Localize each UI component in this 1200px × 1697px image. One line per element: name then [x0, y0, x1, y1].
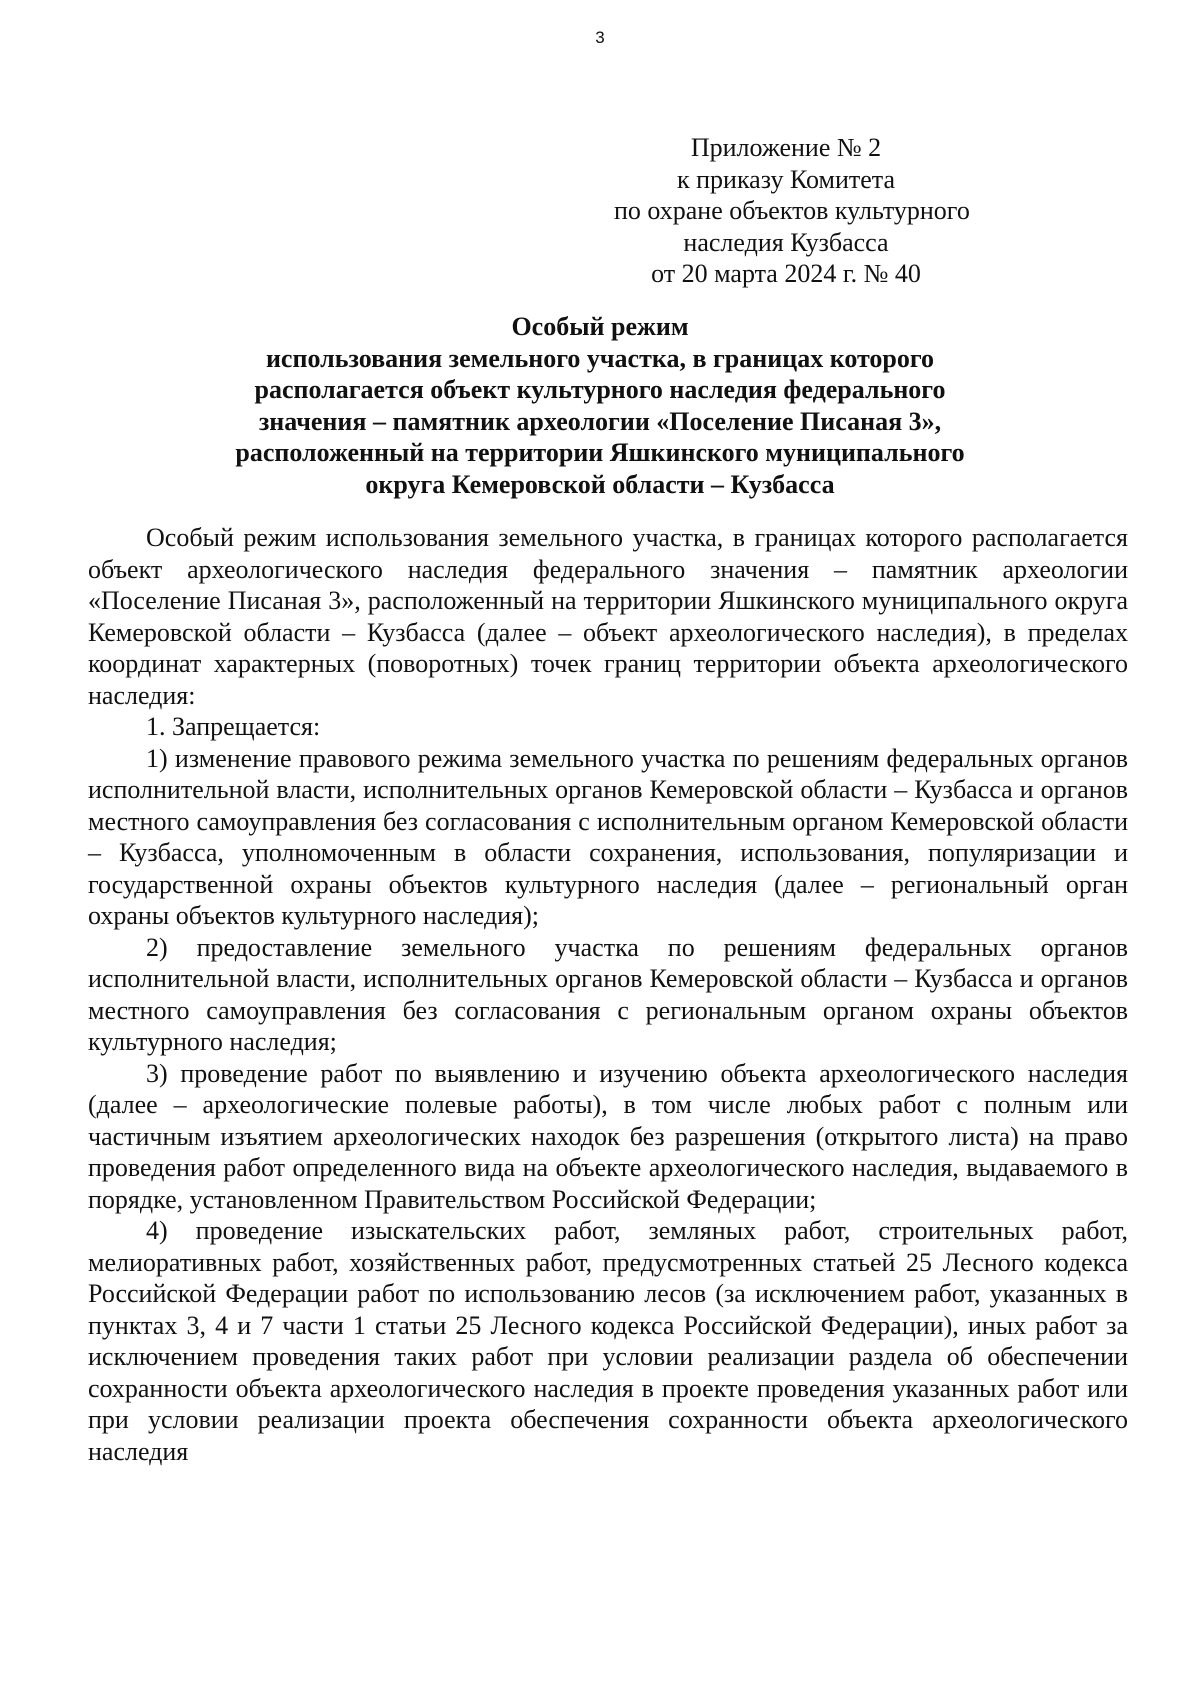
page-number: 3	[595, 28, 605, 47]
body-paragraph: 4) проведение изыскательских работ, земляных работ, строительных работ, мелиоративных работ, хозяйственных работ, предусмотренных статьей 25 Лесного кодекса Российской Федерации работ по использованию лесов (за исключением работ, указанных в пунктах 3, 4 и 7 части 1 статьи 25 Лесного кодекса Российской Федерации), иных работ за исключением проведения таких работ при условии реализации раздела об обеспечении сохранности объекта археологического наследия в проекте проведения указанных работ или при условии реализации проекта обеспечения сохранности объекта археологического наследия	[88, 1216, 1128, 1466]
appendix-line: по охране объектов культурного	[614, 196, 970, 226]
appendix-block	[614, 132, 970, 290]
document-body	[88, 522, 1128, 1467]
document-title	[80, 311, 1120, 501]
appendix-line: Приложение № 2	[690, 133, 882, 162]
appendix-line: к приказу Комитета	[676, 164, 895, 194]
appendix-line: наследия Кузбасса	[683, 227, 889, 257]
body-paragraph: 2) предоставление земельного участка по решениям федеральных органов исполнительной власти, исполнительных органов Кемеровской области – Кузбасса и органов местного самоуправления без согласования с региональным органом охраны объектов культурного наследия;	[88, 932, 1128, 1056]
title-line: Особый режим	[511, 312, 689, 341]
title-line: округа Кемеровской области – Кузбасса	[365, 469, 835, 499]
title-line: расположенный на территории Яшкинского муниципального	[235, 438, 965, 468]
appendix-line: от 20 марта 2024 г. № 40	[651, 259, 921, 289]
body-paragraph: Особый режим использования земельного участка, в границах которого располагается объект археологического наследия федерального значения – памятник археологии «Поселение Писаная 3», расположенный на территории Яшкинского муниципального округа Кемеровской области – Кузбасса (далее – объект археологического наследия), в пределах координат характерных (поворотных) точек границ территории объекта археологического наследия:	[88, 523, 1128, 710]
body-paragraph: 1) изменение правового режима земельного участка по решениям федеральных органов исполнительной власти, исполнительных органов Кемеровской области – Кузбасса и органов местного самоуправления без согласования с исполнительным органом Кемеровской области – Кузбасса, уполномоченным в области сохранения, использования, популяризации и государственной охраны объектов культурного наследия (далее – региональный орган охраны объектов культурного наследия);	[88, 743, 1128, 930]
body-paragraph: 3) проведение работ по выявлению и изучению объекта археологического наследия (далее – археологические полевые работы), в том числе любых работ с полным или частичным изъятием археологических находок без разрешения (открытого листа) на право проведения работ определенного вида на объекте археологического наследия, выдаваемого в порядке, установленном Правительством Российской Федерации;	[88, 1058, 1128, 1214]
title-line: располагается объект культурного наследия федерального	[254, 375, 946, 405]
title-line: значения – памятник археологии «Поселение Писаная 3»,	[258, 406, 942, 436]
section-heading: 1. Запрещается:	[146, 712, 321, 741]
title-line: использования земельного участка, в границах которого	[265, 343, 935, 373]
